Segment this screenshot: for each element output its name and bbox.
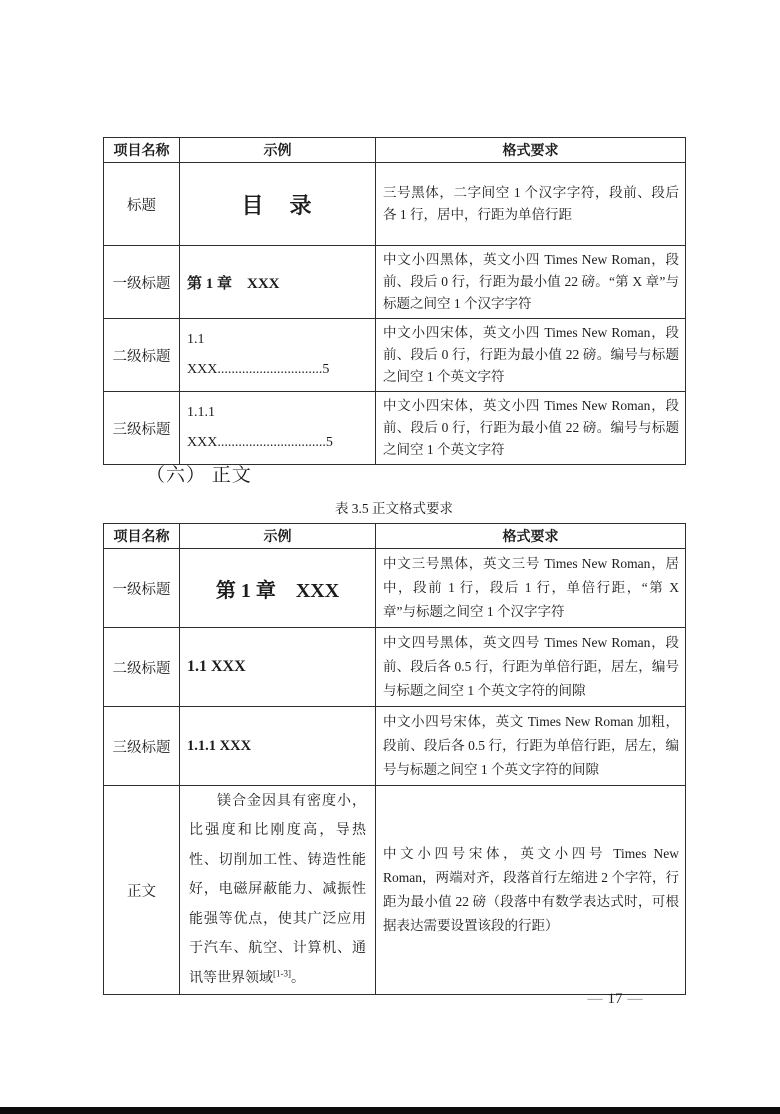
column-header-item: 项目名称 xyxy=(104,138,180,163)
table-row xyxy=(104,786,686,995)
table-row xyxy=(104,163,686,246)
column-header-format: 格式要求 xyxy=(376,138,686,163)
citation-superscript: [1-3] xyxy=(273,968,291,979)
table-caption: 表 3.5 正文格式要求 xyxy=(334,501,454,516)
cell-example-chapter: 第 1 章 XXX xyxy=(180,246,376,319)
cell-format-h2: 中文小四宋体，英文小四 Times New Roman，段前、段后 0 行，行距为最小值 22 磅。编号与标题之间空 1 个英文字符 xyxy=(376,319,686,392)
table-row xyxy=(104,628,686,707)
column-header-example: 示例 xyxy=(180,138,376,163)
cell-item-h1: 一级标题 xyxy=(104,246,180,319)
cell-example-toc-entry xyxy=(180,392,376,465)
cell-format-h1: 中文小四黑体，英文小四 Times New Roman，段前、段后 0 行，行距为最小值 22 磅。“第 X 章”与标题之间空 1 个汉字字符 xyxy=(376,246,686,319)
cell-format-body: 中文小四号宋体，英文小四号 Times New Roman，两端对齐，段落首行左缩进 2 个字符，行距为最小值 22 磅（段落中有数学表达式时，可根据表达需要设置该段的行距） xyxy=(376,786,686,995)
page-number-value: 17 xyxy=(607,991,623,1007)
cell-example-chapter: 第 1 章 XXX xyxy=(180,549,376,628)
cell-format-h2: 中文四号黑体，英文四号 Times New Roman，段前、段后各 0.5 行，行距为单倍行距，居左，编号与标题之间空 1 个英文字符的间隙 xyxy=(376,628,686,707)
cell-example-toc-entry xyxy=(180,319,376,392)
cell-item-h3: 三级标题 xyxy=(104,707,180,786)
cell-format-h1: 中文三号黑体，英文三号 Times New Roman，居中，段前 1 行，段后 1 行，单倍行距，“第 X 章”与标题之间空 1 个汉字字符 xyxy=(376,549,686,628)
page-number-dash-left: — xyxy=(587,991,603,1007)
table-row xyxy=(104,549,686,628)
table-header-row xyxy=(104,524,686,549)
cell-item-title: 标题 xyxy=(104,163,180,246)
body-paragraph-text: 镁合金因具有密度小，比强度和比刚度高，导热性、切削加工性、铸造性能好，电磁屏蔽能力、减振性能强等优点，使其广泛应用于汽车、航空、计算机、通讯等世界领域 xyxy=(189,793,366,986)
cell-example-body-paragraph xyxy=(180,786,376,995)
section-heading: （六） 正文 xyxy=(146,465,252,486)
toc-entry-leader: XXX..............................5 xyxy=(187,362,330,377)
toc-entry-leader: XXX...............................5 xyxy=(187,435,333,450)
table-row xyxy=(104,707,686,786)
format-table-headings xyxy=(103,137,686,465)
body-paragraph xyxy=(189,787,366,994)
cell-format-h3: 中文小四号宋体，英文 Times New Roman 加粗，段前、段后各 0.5 行，行距为单倍行距，居左，编号与标题之间空 1 个英文字符的间隙 xyxy=(376,707,686,786)
cell-format-h3: 中文小四宋体，英文小四 Times New Roman，段前、段后 0 行，行距为最小值 22 磅。编号与标题之间空 1 个英文字符 xyxy=(376,392,686,465)
column-header-format: 格式要求 xyxy=(376,524,686,549)
cell-format-title: 三号黑体，二字间空 1 个汉字字符，段前、段后各 1 行，居中，行距为单倍行距 xyxy=(376,163,686,246)
column-header-example: 示例 xyxy=(180,524,376,549)
cell-example-h2: 1.1 XXX xyxy=(180,628,376,707)
cell-item-h2: 二级标题 xyxy=(104,319,180,392)
page-number xyxy=(555,991,675,1008)
toc-entry-number: 1.1.1 xyxy=(187,405,215,420)
body-paragraph-period: 。 xyxy=(291,970,305,986)
cell-item-h3: 三级标题 xyxy=(104,392,180,465)
cell-item-body: 正文 xyxy=(104,786,180,995)
table-row xyxy=(104,319,686,392)
column-header-item: 项目名称 xyxy=(104,524,180,549)
toc-entry-number: 1.1 xyxy=(187,332,205,347)
table-header-row xyxy=(104,138,686,163)
cell-example-h3: 1.1.1 XXX xyxy=(180,707,376,786)
format-table-body-text xyxy=(103,523,686,995)
cell-item-h2: 二级标题 xyxy=(104,628,180,707)
page-number-dash-right: — xyxy=(627,991,643,1007)
cell-example-toc: 目 录 xyxy=(180,163,376,246)
bottom-edge-bar xyxy=(0,1107,780,1114)
table-row xyxy=(104,392,686,465)
table-row xyxy=(104,246,686,319)
cell-item-h1: 一级标题 xyxy=(104,549,180,628)
